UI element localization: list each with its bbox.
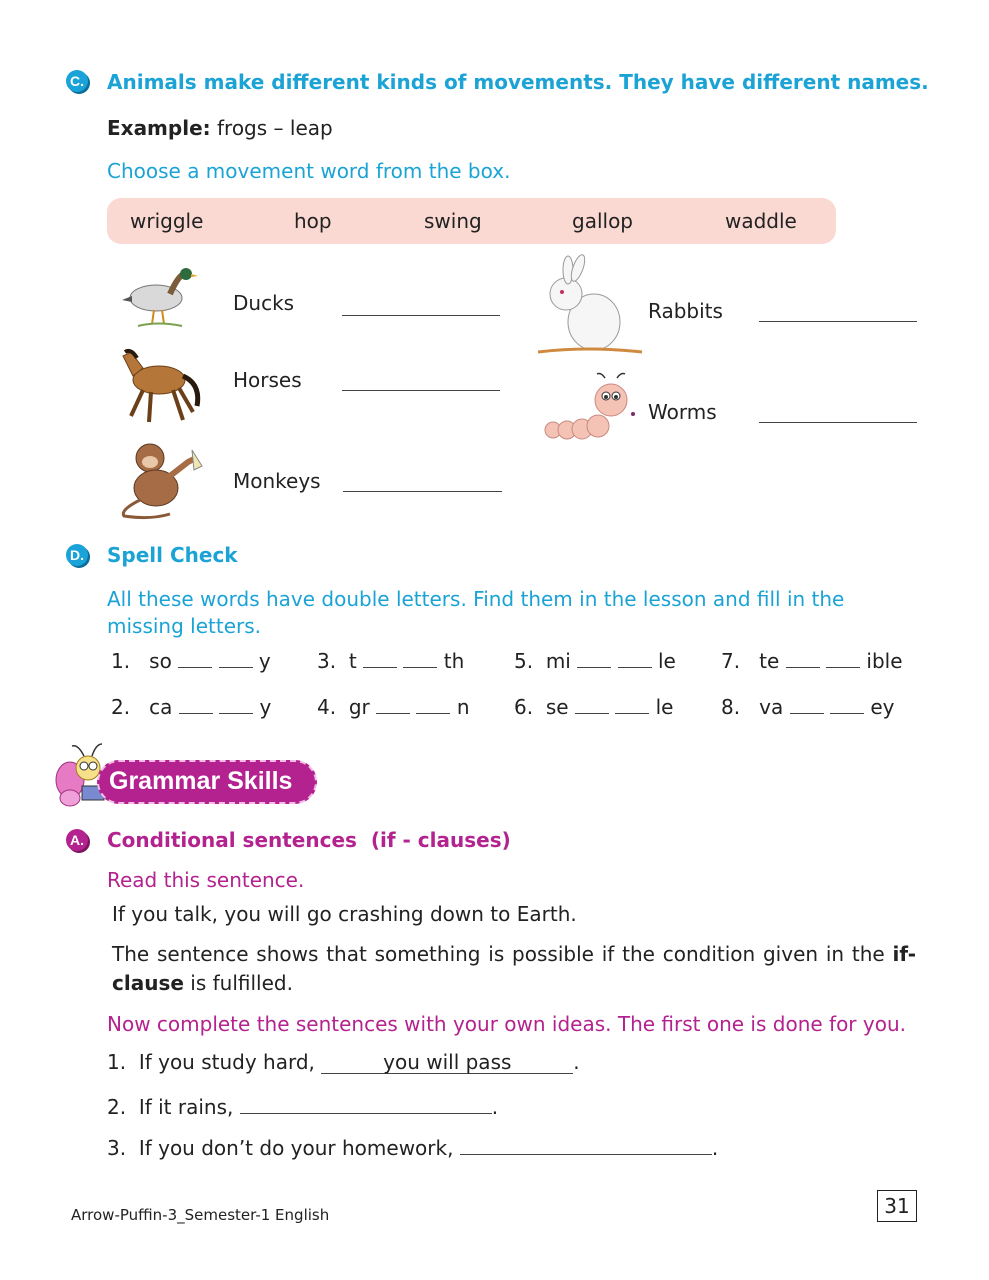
sentence-1: 1. If you study hard, you will pass . [107,1050,580,1074]
word-box [107,198,836,244]
example-sentence: If you talk, you will go crashing down to Earth. [112,902,577,926]
spell-item[interactable]: 6. se le [514,695,674,719]
read-instruction: Read this sentence. [107,868,305,892]
word-item: hop [294,209,332,233]
section-d-instruction: All these words have double letters. Find them in the lesson and fill in the missing letters. [107,587,845,638]
section-c-instruction: Choose a movement word from the box. [107,159,511,183]
example-label: Example: [107,116,211,140]
worm-illustration [545,372,639,446]
sentence-3: 3. If you don’t do your homework, . [107,1136,719,1160]
sentence-2: 2. If it rains, . [107,1095,499,1119]
section-c-title: Animals make different kinds of movements. They have different names. [107,70,929,94]
if-clause-term: if-clause [112,942,917,995]
animal-label-rabbits: Rabbits [648,299,723,323]
answer-line-horses[interactable] [342,389,500,391]
answer-2[interactable] [240,1093,492,1114]
example-line [107,116,333,140]
section-d-title: Spell Check [107,543,238,567]
answer-3[interactable] [460,1134,712,1155]
animal-label-horses: Horses [233,368,302,392]
answer-line-ducks[interactable] [342,314,500,316]
section-d-badge: D. [66,544,88,566]
spell-item[interactable]: 2. ca y [111,695,272,719]
example-text: frogs – leap [217,116,333,140]
word-item: gallop [572,209,633,233]
answer-line-monkeys[interactable] [343,490,502,492]
word-item: waddle [725,209,797,233]
complete-instruction: Now complete the sentences with your own ideas. The first one is done for you. [107,1012,906,1036]
spell-item[interactable]: 5. mi le [514,649,676,673]
spell-item[interactable]: 8. va ey [721,695,895,719]
spell-item[interactable]: 1. so y [111,649,271,673]
grammar-skills-title: Grammar Skills [109,767,293,795]
explanation: The sentence shows that something is possible if the condition given in the if-clause is fulfilled. [112,942,917,995]
animal-label-ducks: Ducks [233,291,295,315]
spell-item[interactable]: 7. te ible [721,649,903,673]
animal-label-worms: Worms [648,400,717,424]
spell-item[interactable]: 4. gr n [317,695,470,719]
spell-item[interactable]: 3. t th [317,649,465,673]
horse-illustration [113,346,205,426]
section-c-badge: C. [66,70,88,92]
duck-illustration [118,266,200,332]
answer-line-rabbits[interactable] [759,320,917,322]
rabbit-illustration [538,256,642,360]
footer-book-title: Arrow-Puffin-3_Semester-1 English [71,1206,330,1224]
page-number: 31 [877,1190,917,1222]
grammar-skills-banner [97,760,317,804]
word-item: wriggle [130,209,204,233]
answer-line-worms[interactable] [759,421,917,423]
word-item: swing [424,209,482,233]
grammar-a-title: Conditional sentences (if - clauses) [107,828,511,852]
answer-1[interactable]: you will pass [321,1051,573,1074]
monkey-illustration [110,440,210,520]
animal-label-monkeys: Monkeys [233,469,321,493]
grammar-a-badge: A. [66,829,88,851]
